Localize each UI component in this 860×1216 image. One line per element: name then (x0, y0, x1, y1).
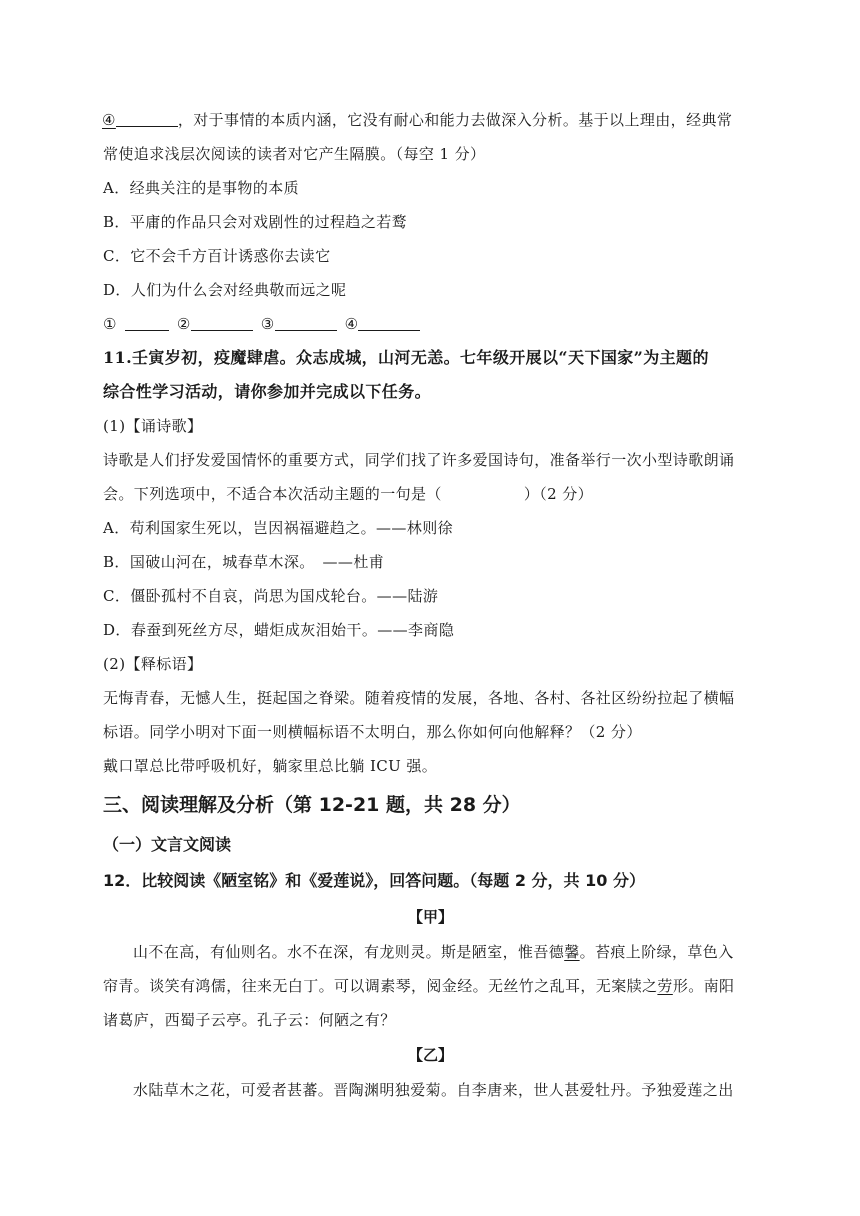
passage-yi-line-1: 水陆草木之花，可爱者甚蕃。晋陶渊明独爱菊。自李唐来，世人甚爱牡丹。予独爱莲之出 (133, 1081, 734, 1099)
section-3-heading: 三、阅读理解及分析（第 12-21 题，共 28 分） (103, 794, 521, 816)
passage-yi-label: 【乙】 (407, 1046, 453, 1064)
option-b: B．平庸的作品只会对戏剧性的过程趋之若鹜 (103, 213, 408, 231)
answer-blank-2[interactable] (191, 314, 253, 331)
option-c: C．它不会千方百计诱惑你去读它 (103, 247, 331, 265)
passage-jia-line-3: 诸葛庐，西蜀子云亭。孔子云：何陋之有？ (103, 1011, 396, 1029)
passage-jia-label: 【甲】 (407, 908, 453, 926)
q11-option-c: C．僵卧孤村不自哀，尚思为国戍轮台。——陆游 (103, 587, 439, 605)
part1-text-line-1: 诗歌是人们抒发爱国情怀的重要方式，同学们找了许多爱国诗句，准备举行一次小型诗歌朗诵 (103, 451, 735, 469)
answer-blank-1[interactable] (125, 314, 169, 331)
blank-marker-4: ④ (102, 111, 116, 129)
document-page (103, 103, 758, 1107)
answer-blank-3[interactable] (275, 314, 337, 331)
passage-jia-line-1: 山不在高，有仙则名。水不在深，有龙则灵。斯是陋室，惟吾德馨。苔痕上阶绿，草色入 (133, 943, 734, 961)
part2-text-line-2: 标语。同学小明对下面一则横幅标语不太明白，那么你如何向他解释？（2 分） (103, 723, 642, 741)
q11-option-a: A．苟利国家生死以，岂因祸福避趋之。——林则徐 (103, 519, 454, 537)
q11-option-b: B．国破山河在，城春草木深。 ——杜甫 (103, 553, 385, 571)
q11-option-d: D．春蚕到死丝方尽，蜡炬成灰泪始干。——李商隐 (103, 621, 455, 639)
q12-title: 12．比较阅读《陋室铭》和《爱莲说》，回答问题。（每题 2 分，共 10 分） (103, 871, 645, 890)
answer-blank[interactable] (116, 110, 178, 127)
q11-title-line-1: 11.壬寅岁初，疫魔肆虐。众志成城，山河无恙。七年级开展以“天下国家”为主题的 (103, 348, 709, 367)
part2-text-line-1: 无悔青春，无憾人生，挺起国之脊梁。随着疫情的发展，各地、各村、各社区纷纷拉起了横幅 (103, 689, 735, 707)
underlined-char: 劳 (657, 977, 673, 995)
slogan: 戴口罩总比带呼吸机好，躺家里总比躺 ICU 强。 (103, 757, 438, 775)
part1-label: (1)【诵诗歌】 (103, 417, 203, 435)
answer-blanks-row: ① ② ③ ④ (103, 307, 758, 341)
option-a: A．经典关注的是事物的本质 (103, 179, 300, 197)
passage-jia-line-2: 帘青。谈笑有鸿儒，往来无白丁。可以调素琴，阅金经。无丝竹之乱耳，无案牍之劳形。南阳 (103, 977, 735, 995)
answer-blank-4[interactable] (358, 314, 420, 331)
underlined-char: 馨 (564, 943, 580, 961)
intro-line-1: ④ ，对于事情的本质内涵，它没有耐心和能力去做深入分析。基于以上理由，经典常 (102, 111, 733, 129)
part2-label: (2)【释标语】 (103, 655, 203, 673)
option-d: D．人们为什么会对经典敬而远之呢 (103, 281, 347, 299)
subsection-classical-reading: （一）文言文阅读 (103, 835, 232, 854)
part1-text-line-2: 会。下列选项中，不适合本次活动主题的一句是（ ）（2 分） (103, 485, 594, 503)
intro-line-2: 常使追求浅层次阅读的读者对它产生隔膜。（每空 1 分） (103, 145, 486, 163)
q11-title-line-2: 综合性学习活动，请你参加并完成以下任务。 (103, 382, 432, 401)
